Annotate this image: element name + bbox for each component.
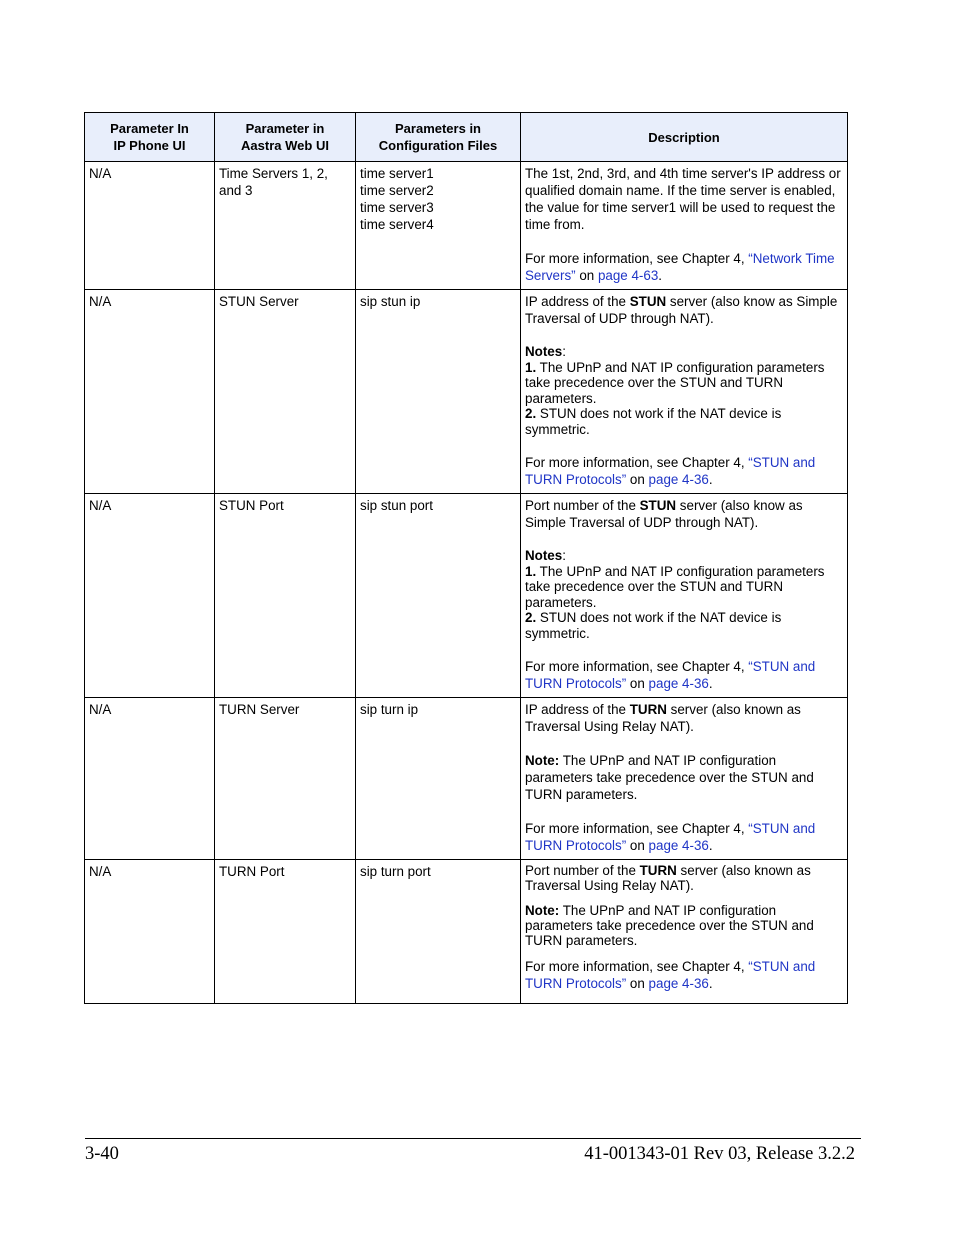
table-row [85, 494, 848, 698]
footer-divider [85, 1138, 861, 1139]
page-link[interactable]: page 4-36 [648, 838, 709, 853]
cell-description [521, 860, 848, 1004]
cell-description [521, 290, 848, 494]
cell-web-ui: STUN Port [215, 494, 356, 698]
description-text: The 1st, 2nd, 3rd, and 4th time server's IP address or qualified domain name. If the time server is enabled, the value for time server1 will be used to request the time from. [525, 166, 841, 232]
description-text: IP address of the STUN server (also know as Simple Traversal of UDP through NAT). [525, 294, 838, 326]
description-text: IP address of the TURN server (also known as Traversal Using Relay NAT). [525, 702, 801, 734]
description-text: Port number of the TURN server (also known as Traversal Using Relay NAT). [525, 863, 811, 893]
chapter-link[interactable]: “STUN and TURN Protocols” [525, 659, 816, 691]
page-number: 3-40 [85, 1144, 119, 1164]
more-info: For more information, see Chapter 4, “STUN and TURN Protocols” on page 4-36. [525, 821, 816, 853]
description-text: Port number of the STUN server (also know as Simple Traversal of UDP through NAT). [525, 498, 803, 530]
cell-description [521, 494, 848, 698]
table-header-row [85, 113, 848, 162]
cell-config: sip stun ip [356, 290, 521, 494]
page-link[interactable]: page 4-36 [648, 676, 709, 691]
cell-web-ui: Time Servers 1, 2, and 3 [215, 162, 356, 290]
cell-web-ui: TURN Server [215, 698, 356, 860]
header-ip-phone-ui: Parameter In IP Phone UI [85, 113, 215, 162]
cell-phone-ui: N/A [85, 860, 215, 1004]
cell-description [521, 162, 848, 290]
cell-config: sip turn ip [356, 698, 521, 860]
table-row [85, 860, 848, 1004]
cell-config: sip stun port [356, 494, 521, 698]
header-description: Description [521, 113, 848, 162]
cell-config: time server1 time server2 time server3 time server4 [356, 162, 521, 290]
page-link[interactable]: page 4-36 [648, 976, 709, 991]
cell-config: sip turn port [356, 860, 521, 1004]
chapter-link[interactable]: “STUN and TURN Protocols” [525, 455, 816, 487]
cell-phone-ui: N/A [85, 494, 215, 698]
more-info: For more information, see Chapter 4, “Network Time Servers” on page 4-63. [525, 251, 835, 283]
cell-phone-ui: N/A [85, 290, 215, 494]
cell-web-ui: TURN Port [215, 860, 356, 1004]
table-row [85, 698, 848, 860]
note-block: Note: The UPnP and NAT IP configuration parameters take precedence over the STUN and TURN parameters. [525, 903, 814, 948]
table-row [85, 162, 848, 290]
more-info: For more information, see Chapter 4, “STUN and TURN Protocols” on page 4-36. [525, 959, 816, 991]
header-configuration-files: Parameters in Configuration Files [356, 113, 521, 162]
header-aastra-web-ui: Parameter in Aastra Web UI [215, 113, 356, 162]
chapter-link[interactable]: “STUN and TURN Protocols” [525, 821, 816, 853]
more-info: For more information, see Chapter 4, “STUN and TURN Protocols” on page 4-36. [525, 659, 816, 691]
more-info: For more information, see Chapter 4, “STUN and TURN Protocols” on page 4-36. [525, 455, 816, 487]
page-link[interactable]: page 4-63 [597, 268, 659, 283]
cell-phone-ui: N/A [85, 698, 215, 860]
page-link[interactable]: page 4-36 [648, 472, 709, 487]
document-id: 41-001343-01 Rev 03, Release 3.2.2 [584, 1144, 855, 1164]
cell-description [521, 698, 848, 860]
table-row [85, 290, 848, 494]
cell-web-ui: STUN Server [215, 290, 356, 494]
chapter-link[interactable]: “STUN and TURN Protocols” [525, 959, 816, 991]
notes-block: Notes: 1. The UPnP and NAT IP configuration parameters take precedence over the STUN and TURN parameters. 2. STUN does not work if the NAT device is symmetric. [525, 344, 825, 437]
parameter-table [84, 112, 848, 1004]
cell-phone-ui: N/A [85, 162, 215, 290]
notes-block: Notes: 1. The UPnP and NAT IP configuration parameters take precedence over the STUN and TURN parameters. 2. STUN does not work if the NAT device is symmetric. [525, 548, 825, 641]
chapter-link[interactable]: “Network Time Servers” [525, 251, 835, 283]
note-block: Note: The UPnP and NAT IP configuration parameters take precedence over the STUN and TURN parameters. [525, 753, 814, 802]
